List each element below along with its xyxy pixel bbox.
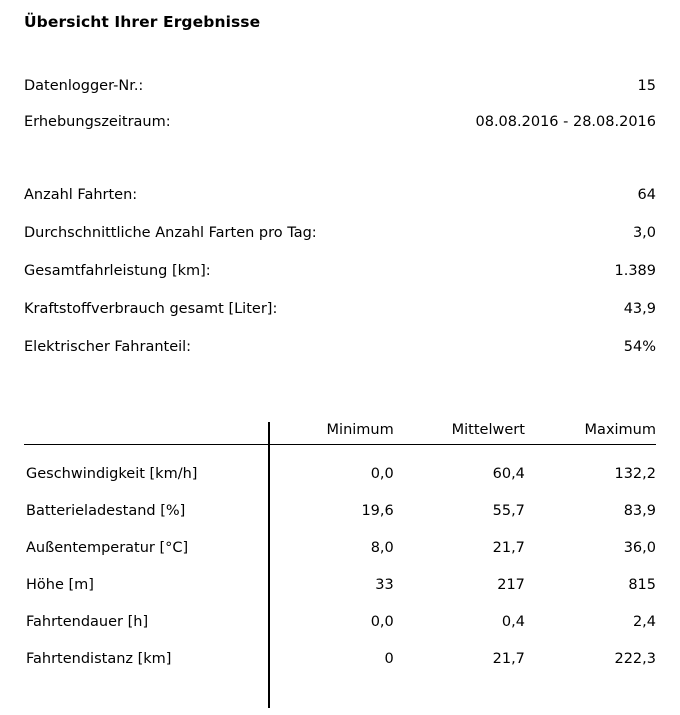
summary-row [24, 187, 656, 225]
electric-share-value: 54% [623, 339, 656, 355]
row-label-speed: Geschwindigkeit [km/h] [26, 466, 198, 482]
datalogger-number-value: 15 [637, 78, 656, 94]
statistics-table [24, 422, 656, 667]
row-label-outside-temperature: Außentemperatur [°C] [26, 540, 189, 556]
trip-count-value: 64 [637, 187, 656, 203]
table-row [24, 556, 656, 593]
electric-share-label: Elektrischer Fahranteil: [24, 339, 192, 355]
cell-battery-max: 83,9 [623, 503, 656, 519]
total-fuel-value: 43,9 [623, 301, 656, 317]
table-row [24, 519, 656, 556]
row-label-altitude: Höhe [m] [26, 577, 94, 593]
cell-duration-avg: 0,4 [501, 614, 525, 630]
cell-speed-max: 132,2 [614, 466, 656, 482]
cell-speed-min: 0,0 [370, 466, 394, 482]
row-label-battery: Batterieladestand [%] [26, 503, 186, 519]
cell-temperature-avg: 21,7 [492, 540, 525, 556]
table-row [24, 593, 656, 630]
total-distance-label: Gesamtfahrleistung [km]: [24, 263, 211, 279]
metadata-row [24, 114, 656, 150]
metadata-row [24, 78, 656, 114]
column-header-mittelwert: Mittelwert [394, 422, 525, 445]
summary-row [24, 339, 656, 377]
table-body [24, 445, 656, 668]
summary-block [24, 187, 656, 377]
summary-row [24, 263, 656, 301]
cell-duration-min: 0,0 [370, 614, 394, 630]
row-label-trip-duration: Fahrtendauer [h] [26, 614, 149, 630]
cell-distance-min: 0 [384, 651, 394, 667]
column-header-minimum: Minimum [263, 422, 394, 445]
statistics-section [24, 422, 656, 667]
table-row [24, 482, 656, 519]
cell-distance-avg: 21,7 [492, 651, 525, 667]
avg-trips-per-day-label: Durchschnittliche Anzahl Farten pro Tag: [24, 225, 317, 241]
summary-row [24, 225, 656, 263]
datalogger-number-label: Datenlogger-Nr.: [24, 78, 144, 94]
cell-battery-min: 19,6 [361, 503, 394, 519]
table-vertical-rule [268, 422, 270, 708]
cell-altitude-avg: 217 [497, 577, 525, 593]
column-header-blank [24, 422, 263, 445]
cell-temperature-max: 36,0 [623, 540, 656, 556]
row-label-trip-distance: Fahrtendistanz [km] [26, 651, 172, 667]
survey-period-label: Erhebungszeitraum: [24, 114, 171, 130]
column-header-maximum: Maximum [525, 422, 656, 445]
cell-duration-max: 2,4 [632, 614, 656, 630]
cell-altitude-min: 33 [375, 577, 394, 593]
table-header-row [24, 422, 656, 445]
avg-trips-per-day-value: 3,0 [632, 225, 656, 241]
cell-battery-avg: 55,7 [492, 503, 525, 519]
cell-altitude-max: 815 [628, 577, 656, 593]
trip-count-label: Anzahl Fahrten: [24, 187, 138, 203]
total-fuel-label: Kraftstoffverbrauch gesamt [Liter]: [24, 301, 278, 317]
page-title: Übersicht Ihrer Ergebnisse [24, 13, 261, 31]
table-header [24, 422, 656, 445]
table-row [24, 630, 656, 667]
cell-temperature-min: 8,0 [370, 540, 394, 556]
total-distance-value: 1.389 [614, 263, 656, 279]
cell-speed-avg: 60,4 [492, 466, 525, 482]
table-row [24, 445, 656, 483]
metadata-block [24, 78, 656, 150]
survey-period-value: 08.08.2016 - 28.08.2016 [475, 114, 656, 130]
cell-distance-max: 222,3 [614, 651, 656, 667]
summary-row [24, 301, 656, 339]
